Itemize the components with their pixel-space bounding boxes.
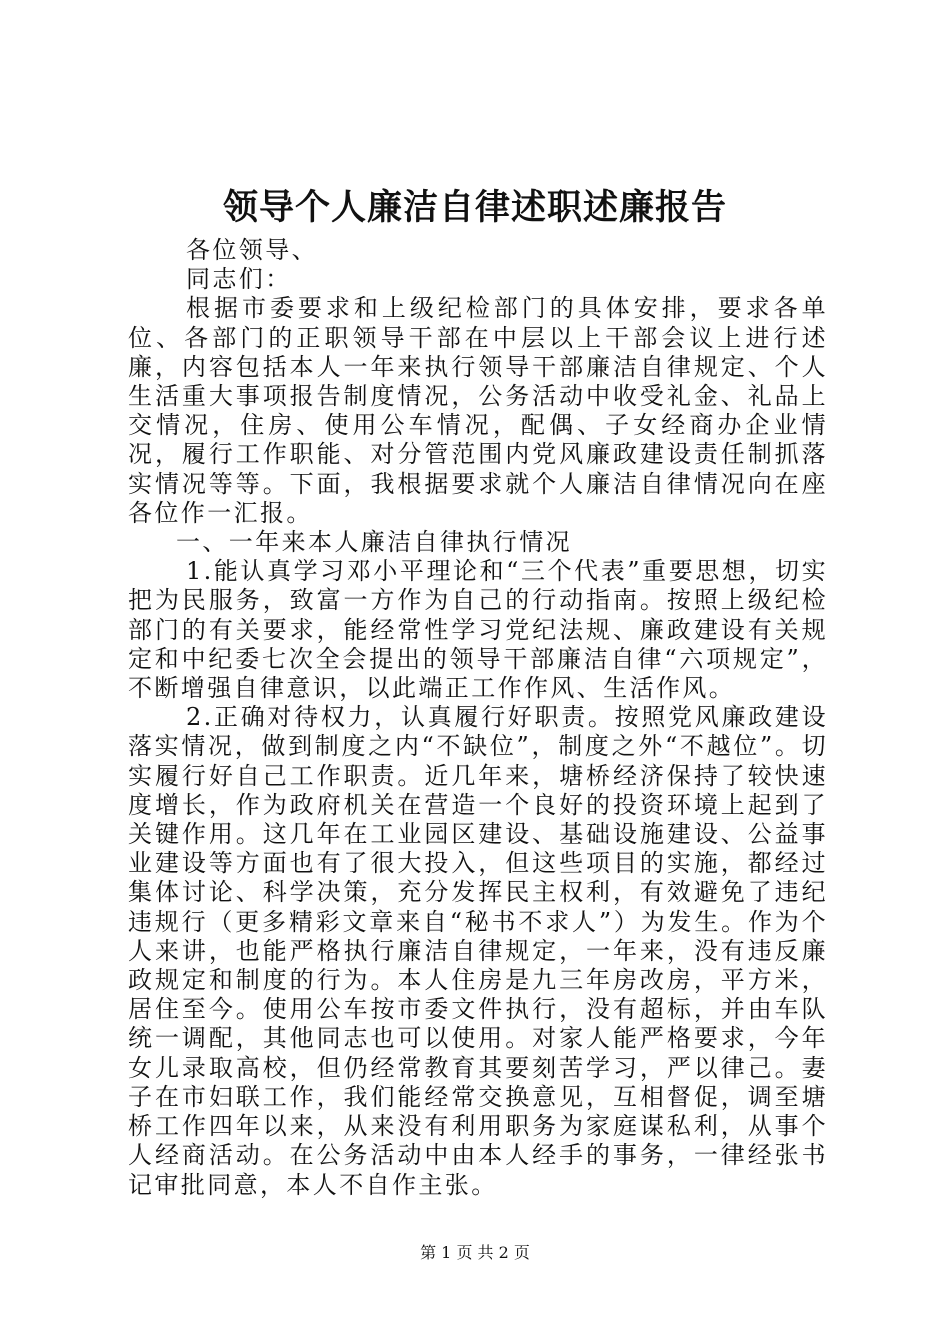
section-heading: 一、一年来本人廉洁自律执行情况	[176, 528, 572, 557]
document-body	[128, 236, 828, 1200]
body-paragraph: 根据市委要求和上级纪检部门的具体安排，要求各单位、各部门的正职领导干部在中层以上干部会议上进行述廉，内容包括本人一年来执行领导干部廉洁自律规定、个人生活重大事项报告制度情况，公务活动中收受礼金、礼品上交情况，住房、使用公车情况，配偶、子女经商办企业情况，履行工作职能、对分管范围内党风廉政建设责任制抓落实情况等等。下面，我根据要求就个人廉洁自律情况向在座各位作一汇报。	[128, 294, 828, 527]
salutation-line: 各位领导、	[186, 236, 318, 264]
document-title: 领导个人廉洁自律述职述廉报告	[222, 187, 727, 228]
page-footer: 第 1 页 共 2 页	[420, 1243, 530, 1262]
body-paragraph: 2.正确对待权力，认真履行好职责。按照党风廉政建设落实情况，做到制度之内“不缺位”，制度之外“不越位”。切实履行好自己工作职责。近几年来，塘桥经济保持了较快速度增长，作为政府机关在营造一个良好的投资环境上起到了关键作用。这几年在工业园区建设、基础设施建设、公益事业建设等方面也有了很大投入，但这些项目的实施，都经过集体讨论、科学决策，充分发挥民主权利，有效避免了违纪违规行（更多精彩文章来自“秘书不求人”）为发生。作为个人来讲，也能严格执行廉洁自律规定，一年来，没有违反廉政规定和制度的行为。本人住房是九三年房改房，平方米，居住至今。使用公车按市委文件执行，没有超标，并由车队统一调配，其他同志也可以使用。对家人能严格要求，今年女儿录取高校，但仍经常教育其要刻苦学习，严以律己。妻子在市妇联工作，我们能经常交换意见，互相督促，调至塘桥工作四年以来，从来没有利用职务为家庭谋私利，从事个人经商活动。在公务活动中由本人经手的事务，一律经张书记审批同意，本人不自作主张。	[128, 703, 828, 1199]
body-paragraph: 1.能认真学习邓小平理论和“三个代表”重要思想，切实把为民服务，致富一方作为自己的行动指南。按照上级纪检部门的有关要求，能经常性学习党纪法规、廉政建设有关规定和中纪委七次全会提出的领导干部廉洁自律“六项规定”，不断增强自律意识，以此端正工作作风、生活作风。	[128, 557, 828, 703]
salutation-line: 同志们：	[186, 265, 292, 294]
